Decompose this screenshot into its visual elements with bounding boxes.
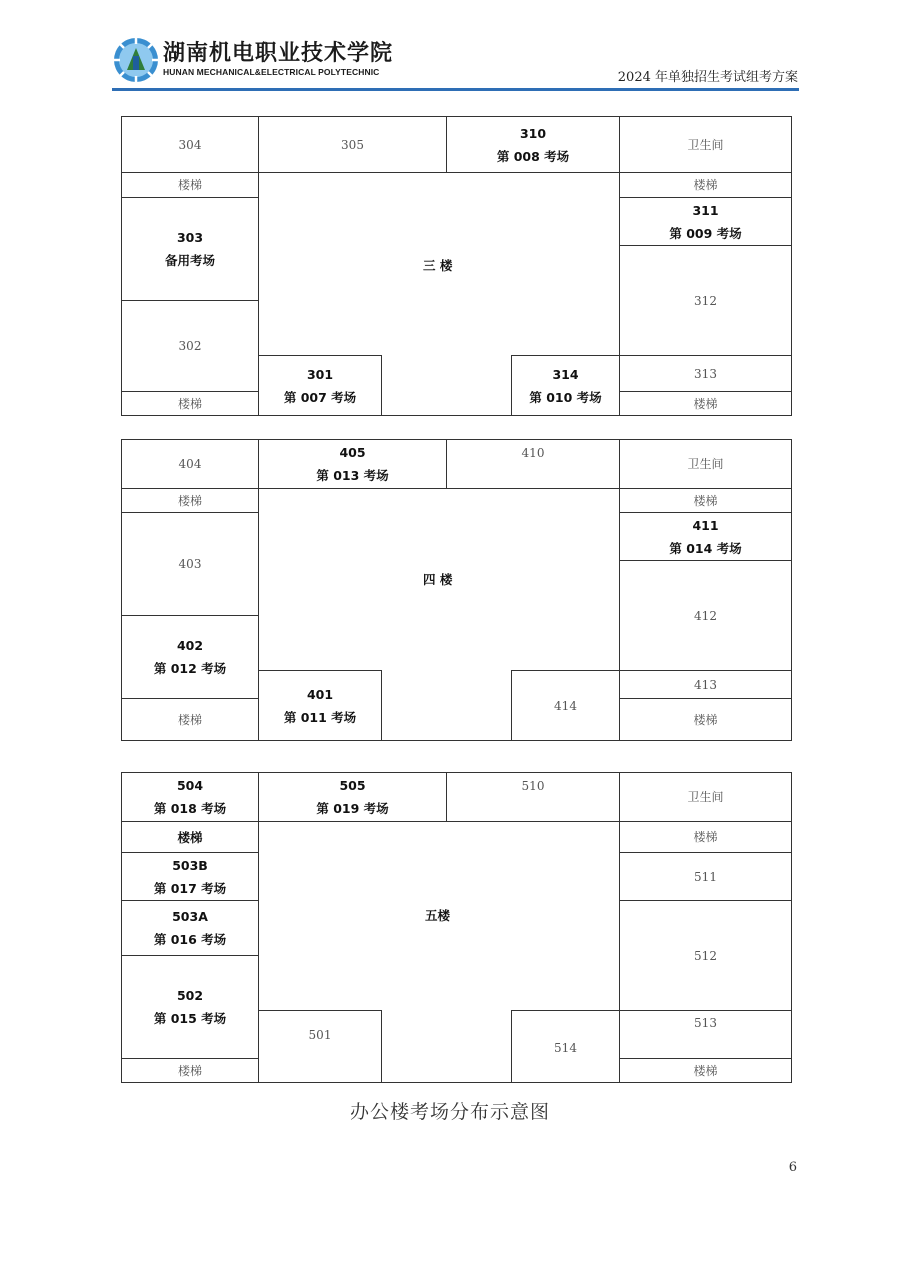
stairs-top-right: 楼梯 [619, 821, 792, 853]
stairs-top-left: 楼梯 [121, 821, 259, 853]
room-501: 501 [258, 1010, 382, 1083]
room-503a: 503A 第 016 考场 [121, 900, 259, 956]
room-503b: 503B 第 017 考场 [121, 852, 259, 901]
room-513: 513 [619, 1010, 792, 1059]
room-405: 405 第 013 考场 [258, 439, 447, 489]
room-410: 410 [446, 439, 620, 489]
room-512: 512 [619, 900, 792, 1011]
stairs-bottom-right: 楼梯 [619, 391, 792, 416]
stairs-bottom-left: 楼梯 [121, 391, 259, 416]
room-310: 310 第 008 考场 [446, 116, 620, 173]
room-514: 514 [511, 1010, 620, 1083]
document-title: 2024 年单独招生考试组考方案 [617, 70, 798, 85]
stairs-top-left: 楼梯 [121, 172, 259, 198]
room-305: 305 [258, 116, 447, 173]
room-312: 312 [619, 245, 792, 356]
room-301: 301 第 007 考场 [258, 355, 382, 416]
room-413: 413 [619, 670, 792, 699]
school-name-en: HUNAN MECHANICAL&ELECTRICAL POLYTECHNIC [163, 67, 380, 77]
school-name-cn: 湖南机电职业技术学院 [163, 40, 394, 66]
stairs-bottom-left: 楼梯 [121, 1058, 259, 1083]
header-divider [112, 88, 799, 91]
stairs-bottom-right: 楼梯 [619, 698, 792, 741]
stairs-top-right: 楼梯 [619, 488, 792, 513]
room-404: 404 [121, 439, 259, 489]
stairs-bottom-left: 楼梯 [121, 698, 259, 741]
page-number: 6 [788, 1160, 797, 1175]
restroom: 卫生间 [619, 116, 792, 173]
room-414: 414 [511, 670, 620, 741]
stairs-bottom-right: 楼梯 [619, 1058, 792, 1083]
school-logo-icon [112, 36, 160, 84]
room-411: 411 第 014 考场 [619, 512, 792, 561]
room-314: 314 第 010 考场 [511, 355, 620, 416]
room-303: 303 备用考场 [121, 197, 259, 301]
room-511: 511 [619, 852, 792, 901]
room-510: 510 [446, 772, 620, 822]
room-402: 402 第 012 考场 [121, 615, 259, 699]
room-401: 401 第 011 考场 [258, 670, 382, 741]
room-412: 412 [619, 560, 792, 671]
room-302: 302 [121, 300, 259, 392]
room-304: 304 [121, 116, 259, 173]
room-403: 403 [121, 512, 259, 616]
floor5-label: 五楼 [425, 908, 451, 923]
stairs-top-right: 楼梯 [619, 172, 792, 198]
floor4-label: 四 楼 [423, 572, 453, 587]
room-313: 313 [619, 355, 792, 392]
restroom: 卫生间 [619, 439, 792, 489]
room-311: 311 第 009 考场 [619, 197, 792, 246]
room-502: 502 第 015 考场 [121, 955, 259, 1059]
restroom: 卫生间 [619, 772, 792, 822]
room-504: 504 第 018 考场 [121, 772, 259, 822]
figure-caption: 办公楼考场分布示意图 [349, 1101, 550, 1123]
floor3-label: 三 楼 [423, 258, 453, 273]
stairs-top-left: 楼梯 [121, 488, 259, 513]
room-505: 505 第 019 考场 [258, 772, 447, 822]
